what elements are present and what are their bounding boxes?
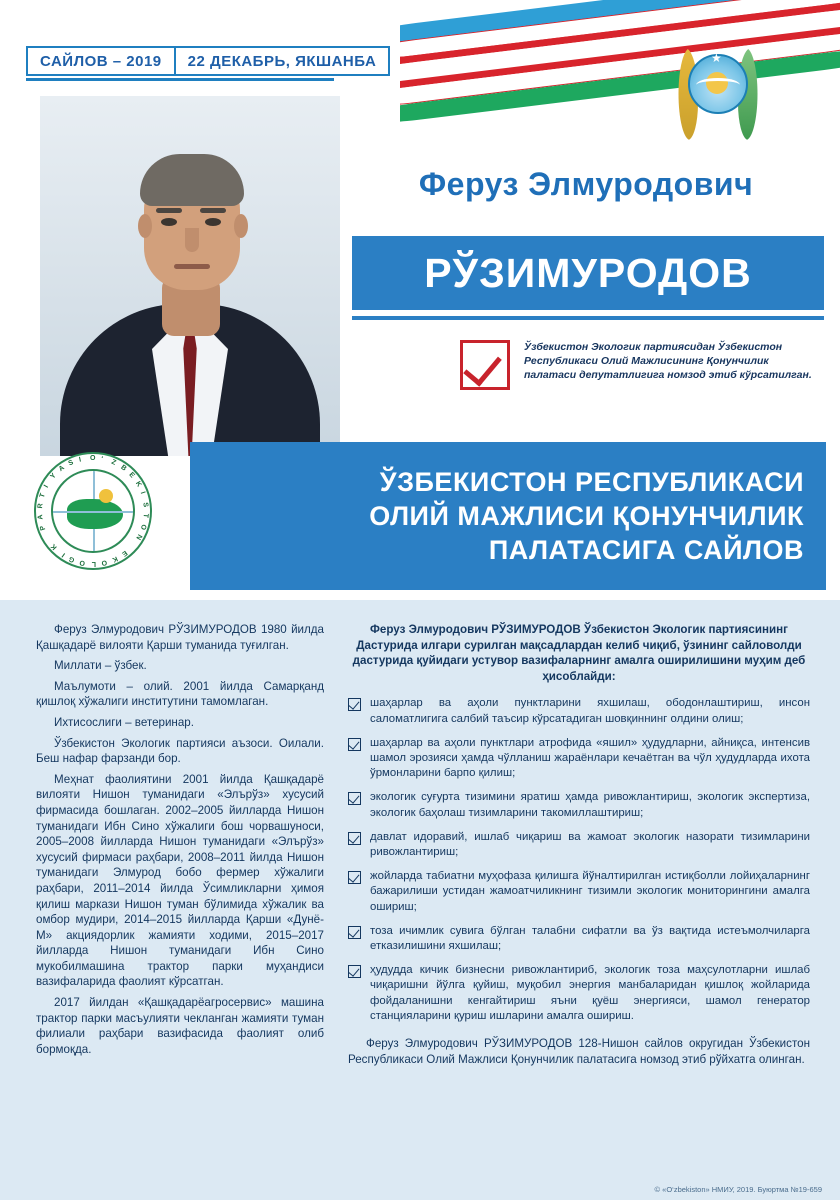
checkbox-icon [348, 871, 361, 884]
party-ring-letter: ‘ [100, 455, 104, 463]
uzbekistan-state-emblem-icon: ★ [670, 44, 766, 148]
candidate-portrait-photo [40, 96, 340, 456]
party-ring-letter: K [133, 480, 143, 489]
biography-paragraph: Меҳнат фаолиятини 2001 йилда Қашқадарё вилояти Нишон туманидаги «Элърўз» хусусий фирмасида бошлаган. 2002–2005 йилларда Нишон туманидаги Ибн Сино хўжалиги бош чорвашуноси, 2005–2008 йилларда Нишон туманидаги «Элърўз» хусусий фирмаси раҳбари, 2008–2011 йилда Нишон туманидаги Элмурод бобо фермер хўжалиги раҳбари, 2011–2014 йилда Ўсимликларни ҳимоя қилиш маркази Нишон туман бўлимида хўжалик ва омбор мудири, 2014–2015 йилларда Қарши «Дунё-М» акциядорлик жамияти ходими, 2015–2017 йилларда Нишон туманидаги Ибн Сино мукобилмашина трактор парки муҳандиси вазифаларида фаолият кўрсатган. [36, 772, 324, 989]
imprint-footer: © «O‘zbekiston» НМИУ, 2019. Буюртма №19-659 [654, 1185, 822, 1194]
program-point [348, 830, 810, 860]
party-ring-letter: N [134, 532, 143, 541]
checkbox-icon [348, 965, 361, 978]
program-points-list [348, 696, 810, 1024]
party-ring-letter: L [91, 560, 96, 567]
party-ring-letter: O [138, 523, 148, 531]
biography-paragraph: 2017 йилдан «Қашқадарёагросервис» машина трактор парки масъулияти чекланган жамияти туман филиали раҳбари вазифасида фаолият олиб бормоқда. [36, 996, 324, 1056]
checkbox-icon [348, 698, 361, 711]
biography-paragraph: Миллати – ўзбек. [54, 659, 147, 673]
program-point [348, 790, 810, 820]
party-ring-letter: I [43, 483, 51, 490]
checkbox-icon [348, 738, 361, 751]
check-mark-icon [460, 340, 510, 390]
program-point-text: экологик суғурта тизимини яратиш ҳамда ривожлантириш, экологик экспертиза, экологик баҳолаш тизимларини такомиллаштириш; [370, 791, 810, 819]
candidate-last-name: РЎЗИМУРОДОВ [424, 249, 752, 296]
checkbox-icon [348, 926, 361, 939]
candidate-first-name: Феруз Элмуродович [418, 166, 754, 202]
biography-paragraph: Маълумоти – олий. 2001 йилда Самарқанд қишлоқ хўжалиги институтини тамомлаган. [36, 679, 324, 709]
headline-line-3: ПАЛАТАСИГА САЙЛОВ [488, 535, 804, 565]
badge-underline [26, 78, 334, 81]
program-point-text: шаҳарлар ва аҳоли пунктлари атрофида «яшил» ҳудудларни, айниқса, интенсив шамол эрозияси ҳамда чўлланиш жараёнлари кечаётган ва чўл ҳудудларда ихота ўрмонларини барпо қилиш; [370, 736, 810, 780]
party-ring-letter: T [38, 492, 47, 499]
biography-paragraph: Ихтисослиги – ветеринар. [54, 715, 194, 729]
program-intro: Феруз Элмуродович РЎЗИМУРОДОВ Ўзбекистон Экологик партиясининг Дастурида илгари сурилган мақсадлардан келиб чиқиб, ўзининг сайловолди дастурида қуйидаги устувор вазифаларнинг амалга оширилишини муҳим деб ҳисоблайди: [352, 623, 806, 683]
party-ring-letter: R [36, 503, 45, 509]
party-ring-letter: T [141, 513, 150, 519]
party-ring-letter: P [39, 524, 48, 532]
election-date: 22 ДЕКАБРЬ, ЯКШАНБА [187, 52, 377, 70]
nomination-note [460, 340, 822, 390]
biography-paragraph: Ўзбекистон Экологик партияси аъзоси. Оилали. Беш нафар фарзанди бор. [36, 736, 324, 766]
program-point [348, 696, 810, 726]
program-point-text: ҳудудда кичик бизнесни ривожлантириб, экологик тоза маҳсулотларни ишлаб чиқаришни йўлга қуйиш, муқобил энергия манбаларидан қишлоқ жойларида фойдаланишни кенгайтириш яъни қуёш энергияси, шамол генератор станцияларини қуриш ишларини амалга ошириш. [370, 964, 810, 1022]
party-ring-letter: Z [110, 458, 117, 467]
party-ring-letter: S [67, 459, 75, 468]
party-ring-letter: E [120, 548, 129, 558]
biography-paragraph: Феруз Элмуродович РЎЗИМУРОДОВ 1980 йилда Қашқадарё вилояти Қарши туманида туғилган. [36, 623, 324, 652]
name-underline [352, 316, 824, 320]
party-ring-letter: A [37, 514, 45, 520]
program-point-text: жойларда табиатни муҳофаза қилишга йўналтирилган истиқболли лойиҳаларнинг бажарилиши устидан жамоатчиликнинг тизимли экологик мониторингини амалга ошириш; [370, 870, 810, 913]
program-point-text: тоза ичимлик сувига бўлган талабни сифатли ва ўз вақтида истеъмолчиларга етказилишини яхшилаш; [370, 924, 810, 953]
party-ring-letter: I [60, 551, 67, 559]
party-ring-letter: K [50, 542, 59, 551]
checkbox-icon [348, 832, 361, 845]
program-closing: Феруз Элмуродович РЎЗИМУРОДОВ 128-Нишон сайлов округидан Ўзбекистон Республикаси Олий Мажлиси Қонунчилик палатасига номзод этиб рўйхатга олинган. [348, 1037, 810, 1066]
election-label: САЙЛОВ – 2019 [28, 48, 176, 74]
party-ring-letter: I [78, 456, 82, 464]
program-column [348, 622, 810, 1067]
program-point [348, 924, 810, 954]
headline-line-2: ОЛИЙ МАЖЛИСИ ҚОНУНЧИЛИК [369, 501, 804, 531]
headline-line-1: ЎЗБЕКИСТОН РЕСПУБЛИКАСИ [379, 467, 804, 497]
party-ring-letter: O [90, 455, 96, 462]
biography-column [36, 622, 324, 1062]
party-ring-letter: B [119, 463, 128, 473]
content-panel [0, 600, 840, 1200]
program-point-text: давлат идоравий, ишлаб чиқариш ва жамоат экологик назорати тизимларини ривожлантириш; [370, 830, 810, 858]
checkbox-icon [348, 792, 361, 805]
party-ring-letter: S [141, 502, 149, 508]
nomination-text: Ўзбекистон Экологик партиясидан Ўзбекистон Республикаси Олий Мажлисининг Қонунчилик палатаси депутатлигига номзод этиб кўрсатилган. [524, 341, 812, 381]
party-ring-letter: E [127, 471, 136, 480]
program-point [348, 736, 810, 782]
program-point [348, 963, 810, 1024]
program-point-text: шаҳарлар ва аҳоли пунктларини яхшилаш, ободонлаштириш, инсон саломатлигига салбий таъсир кўрсатадиган шовқиннинг олдини олиш; [370, 697, 810, 725]
candidate-last-name-bar [352, 236, 824, 310]
party-ring-letter: I [138, 490, 146, 495]
party-ring-letter: O [78, 558, 86, 567]
party-ring-letter: G [67, 554, 76, 564]
election-headline [190, 442, 826, 590]
election-date-badge [26, 46, 390, 76]
party-ring-letter: O [100, 558, 108, 567]
party-ring-letter: K [111, 554, 119, 563]
party-logo-icon [34, 452, 152, 570]
party-ring-letter: A [57, 464, 66, 474]
party-ring-letter: Y [49, 472, 58, 481]
uzbekistan-flag-ribbon [400, 0, 840, 150]
program-point [348, 869, 810, 915]
